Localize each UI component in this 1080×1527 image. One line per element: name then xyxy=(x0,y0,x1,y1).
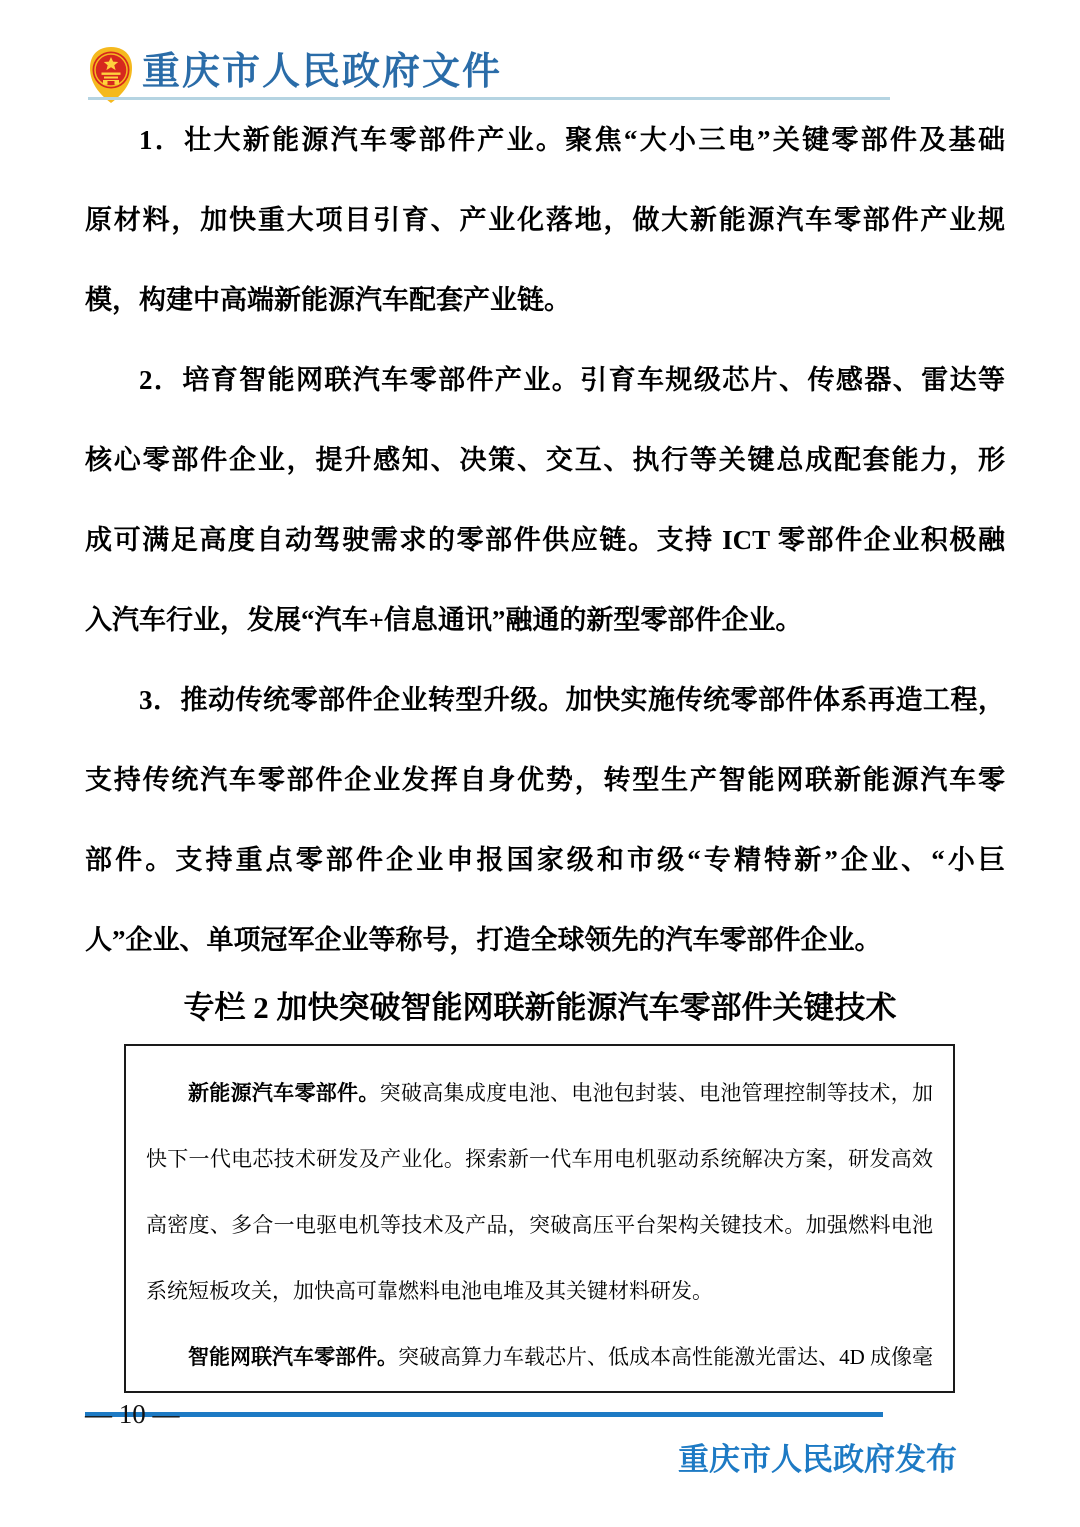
text-line xyxy=(146,1060,933,1126)
column-box xyxy=(124,1044,955,1393)
publisher-label: 重庆市人民政府发布 xyxy=(678,1442,957,1477)
text-line: 支持传统汽车零部件企业发挥自身优势，转型生产智能网联新能源汽车零 xyxy=(85,765,1005,795)
column-box-title: 专栏 2 加快突破智能网联新能源汽车零部件关键技术 xyxy=(183,990,897,1025)
footer-divider xyxy=(85,1412,883,1417)
text-line: 2．培育智能网联汽车零部件产业。引育车规级芯片、传感器、雷达等 xyxy=(139,365,1005,395)
text-line: 模，构建中高端新能源汽车配套产业链。 xyxy=(85,285,571,315)
text-line: 成可满足高度自动驾驶需求的零部件供应链。支持 ICT 零部件企业积极融 xyxy=(85,525,1005,555)
text-line: 入汽车行业，发展“汽车+信息通讯”融通的新型零部件企业。 xyxy=(85,605,803,635)
document-body xyxy=(85,100,1005,980)
box-lead-bold: 智能网联汽车零部件。 xyxy=(188,1345,399,1369)
text-line: 高密度、多合一电驱电机等技术及产品，突破高压平台架构关键技术。加强燃料电池 xyxy=(146,1213,933,1237)
national-emblem-icon xyxy=(88,46,134,104)
document-header-title: 重庆市人民政府文件 xyxy=(142,51,503,93)
text-line: 原材料，加快重大项目引育、产业化落地，做大新能源汽车零部件产业规 xyxy=(85,205,1005,235)
paragraph-1 xyxy=(85,100,1005,340)
text-line: 部件。支持重点零部件企业申报国家级和市级“专精特新”企业、“小巨 xyxy=(85,845,1005,875)
text-line: 人”企业、单项冠军企业等称号，打造全球领先的汽车零部件企业。 xyxy=(85,925,882,955)
text-line: 3．推动传统零部件企业转型升级。加快实施传统零部件体系再造工程， xyxy=(139,685,1005,715)
text-line: 快下一代电芯技术研发及产业化。探索新一代车用电机驱动系统解决方案，研发高效 xyxy=(146,1147,933,1171)
page-number: — 10 — xyxy=(85,1399,180,1429)
paragraph-3 xyxy=(85,660,1005,980)
text-line xyxy=(146,1324,933,1390)
paragraph-2 xyxy=(85,340,1005,660)
box-lead-rest: 突破高集成度电池、电池包封装、电池管理控制等技术，加 xyxy=(379,1081,934,1105)
box-paragraph-1 xyxy=(146,1060,933,1324)
text-line: 1．壮大新能源汽车零部件产业。聚焦“大小三电”关键零部件及基础 xyxy=(139,125,1005,155)
box-lead-bold: 新能源汽车零部件。 xyxy=(188,1081,380,1105)
text-line: 核心零部件企业，提升感知、决策、交互、执行等关键总成配套能力，形 xyxy=(85,445,1005,475)
box-paragraph-2 xyxy=(146,1324,933,1390)
box-lead-rest: 突破高算力车载芯片、低成本高性能激光雷达、4D 成像毫 xyxy=(398,1345,933,1369)
text-line: 系统短板攻关，加快高可靠燃料电池电堆及其关键材料研发。 xyxy=(146,1279,713,1303)
